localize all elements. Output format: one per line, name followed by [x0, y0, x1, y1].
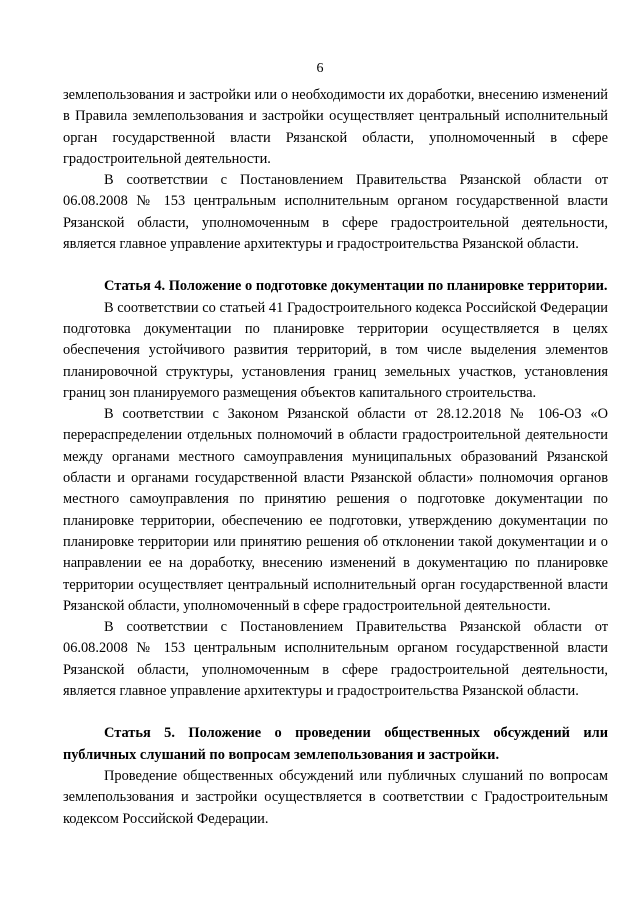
paragraph: В соответствии с Постановлением Правительства Рязанской области от 06.08.2008 № 153 центральным исполнительным органом государственной власти Рязанской области, уполномоченным в сфере градостроительной деятельности, является главное управление архитектуры и градостроительства Рязанской области.: [63, 172, 608, 253]
paragraph: В соответствии с Законом Рязанской области от 28.12.2018 № 106-ОЗ «О перераспределении отдельных полномочий в области градостроительной деятельности между органами местного самоуправления муниципальных образований Рязанской области и органами государственной власти Рязанской области» полномочия органов местного самоуправления по принятию решения о подготовке документации по планировке территории, обеспечению ее подготовки, утверждению документации по планировке территории или принятию решения об отклонении такой документации и о направлении ее на доработку, внесению изменений в документацию по планировке территории осуществляет центральный исполнительный орган государственной власти Рязанской области, уполномоченный в сфере градостроительной деятельности.: [63, 406, 608, 614]
article-5-heading: Статья 5. Положение о проведении общественных обсуждений или публичных слушаний по вопросам землепользования и застройки.: [63, 725, 608, 763]
paragraph-continuation: землепользования и застройки или о необходимости их доработки, внесению изменений в Правила землепользования и застройки осуществляет центральный исполнительный орган государственной власти Рязанской области, уполномоченный в сфере градостроительной деятельности.: [63, 87, 608, 167]
article-4-heading: Статья 4. Положение о подготовке документации по планировке территории.: [104, 278, 608, 295]
paragraph: Проведение общественных обсуждений или публичных слушаний по вопросам землепользования и застройки осуществляется в соответствии с Градостроительным кодексом Российской Федерации.: [63, 767, 608, 827]
document-body: [63, 85, 608, 830]
paragraph: В соответствии с Постановлением Правительства Рязанской области от 06.08.2008 № 153 центральным исполнительным органом государственной власти Рязанской области, уполномоченным в сфере градостроительной деятельности, является главное управление архитектуры и градостроительства Рязанской области.: [63, 619, 608, 700]
page-number: 6: [316, 61, 324, 76]
paragraph: В соответствии со статьей 41 Градостроительного кодекса Российской Федерации подготовка документации по планировке территории осуществляется в целях обеспечения устойчивого развития территорий, в том числе выделения элементов планировочной структуры, установления границ земельных участков, установления границ зон планируемого размещения объектов капитального строительства.: [63, 299, 608, 401]
